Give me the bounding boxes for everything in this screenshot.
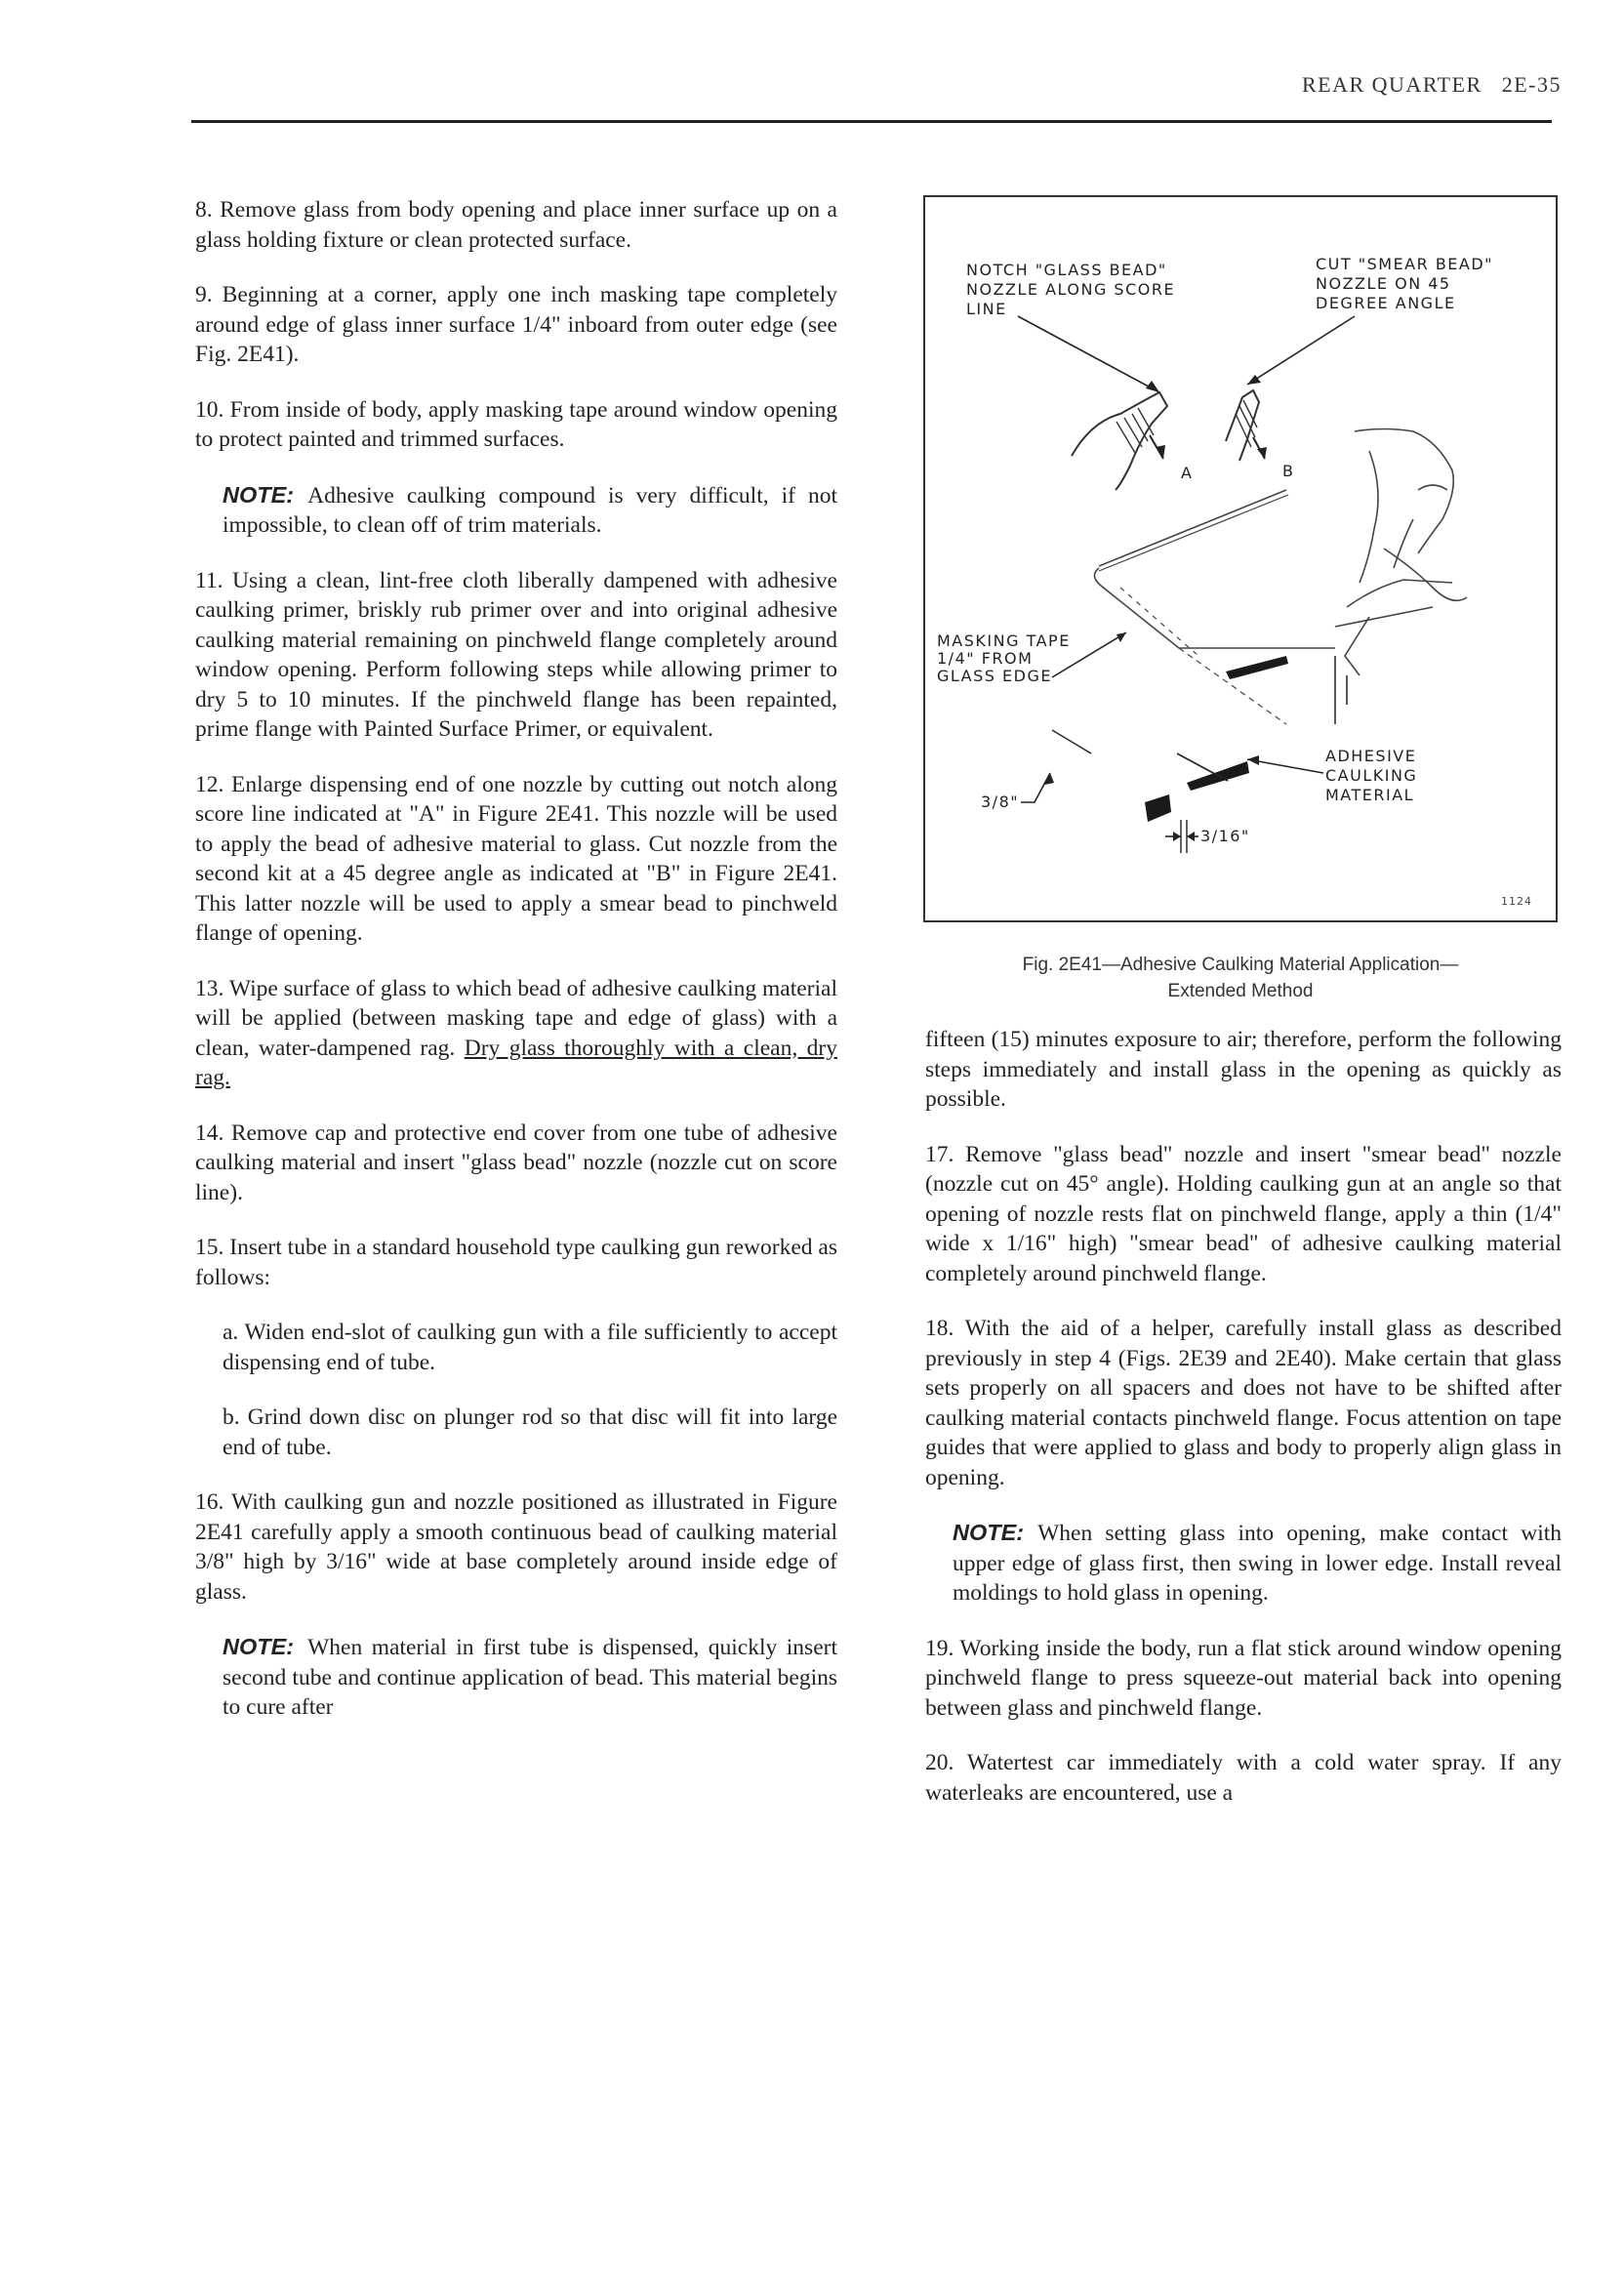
step-8: 8. Remove glass from body opening and place inner surface up on a glass holding fixture or clean protected surface. xyxy=(195,197,837,253)
step-14: 14. Remove cap and protective end cover from one tube of adhesive caulking material and insert "glass bead" nozzle (nozzle cut on score line). xyxy=(195,1120,837,1205)
label-tape-3: GLASS EDGE xyxy=(937,667,1052,685)
label-adhesive-2: CAULKING xyxy=(1325,766,1418,785)
note-label: NOTE: xyxy=(223,481,295,508)
caulking-gun-sketch xyxy=(1335,429,1467,676)
label-notch-2: NOZZLE ALONG SCORE xyxy=(966,280,1176,299)
step-17: 17. Remove "glass bead" nozzle and insert "smear bead" nozzle (nozzle cut on 45° angle). Holding caulking gun at an angle so that opening of nozzle rests flat on pinchweld flange, apply a thin (1/4" wide x 1/16" high) "smear bead" of adhesive caulking material completely around pinchweld flange. xyxy=(925,1141,1562,1286)
step-13-underlined: Dry glass thoroughly with a clean, dry rag. xyxy=(195,1035,837,1090)
note-label: NOTE: xyxy=(953,1520,1025,1545)
label-b: B xyxy=(1282,462,1295,480)
left-column xyxy=(195,195,837,1748)
figure-number: 1124 xyxy=(1501,895,1532,908)
label-3-16: 3/16" xyxy=(1200,827,1250,845)
step-13 xyxy=(195,974,837,1093)
step-20: 20. Watertest car immediately with a cold water spray. If any waterleaks are encountered, use a xyxy=(925,1750,1562,1806)
step-12: 12. Enlarge dispensing end of one nozzle by cutting out notch along score line indicated at "A" in Figure 2E41. This nozzle will be used to apply the bead of adhesive material to glass. Cut nozzle from the second kit at a 45 degree angle as indicated at "B" in Figure 2E41. This latter nozzle will be used to apply a smear bead to pinchweld flange of opening. xyxy=(195,771,837,946)
label-tape-1: MASKING TAPE xyxy=(937,631,1071,650)
step-15a: a. Widen end-slot of caulking gun with a file sufficiently to accept dispensing end of tube. xyxy=(223,1320,837,1375)
label-tape-2: 1/4" FROM xyxy=(937,649,1034,668)
figure-2e41 xyxy=(923,195,1558,922)
header-rule xyxy=(191,120,1552,123)
note-label: NOTE: xyxy=(223,1634,295,1659)
note-text: When material in first tube is dispensed, quickly insert second tube and continue application of bead. This material begins to cure after xyxy=(223,1635,837,1720)
bead-cross-section xyxy=(1145,794,1171,822)
right-column xyxy=(925,1025,1562,1833)
label-adhesive-1: ADHESIVE xyxy=(1325,747,1417,765)
note-text: When setting glass into opening, make contact with upper edge of glass first, then swing in lower edge. Install reveal moldings to hold glass in opening. xyxy=(953,1521,1562,1606)
step-10: 10. From inside of body, apply masking tape around window opening to protect painted and trimmed surfaces. xyxy=(195,396,837,452)
section-title: REAR QUARTER xyxy=(1301,72,1482,97)
step-19: 19. Working inside the body, run a flat stick around window opening pinchweld flange to press squeeze-out material back into opening between glass and pinchweld flange. xyxy=(925,1635,1562,1721)
page-number: 2E-35 xyxy=(1501,72,1562,97)
label-cut-3: DEGREE ANGLE xyxy=(1316,294,1456,312)
note-text: Adhesive caulking compound is very difficult, if not impossible, to clean off of trim materials. xyxy=(223,482,837,538)
label-adhesive-3: MATERIAL xyxy=(1325,786,1415,804)
label-cut-2: NOZZLE ON 45 xyxy=(1316,274,1451,293)
figure-caption xyxy=(923,952,1558,1004)
step-18: 18. With the aid of a helper, carefully install glass as described previously in step 4 (Figs. 2E39 and 2E40). Make certain that glass sets properly on all spacers and does not have to be shifted after caulking material contacts pinchweld flange. Focus attention on tape guides that were applied to glass and body to properly align glass in opening. xyxy=(925,1316,1562,1490)
step-16: 16. With caulking gun and nozzle positioned as illustrated in Figure 2E41 carefully apply a smooth continuous bead of caulking material 3/8" high by 3/16" wide at base completely around inside edge of glass. xyxy=(195,1489,837,1605)
note-3 xyxy=(925,1518,1562,1608)
continued-text: fifteen (15) minutes exposure to air; therefore, perform the following steps immediately and install glass in the opening as quickly as possible. xyxy=(925,1027,1562,1112)
step-15b: b. Grind down disc on plunger rod so that disc will fit into large end of tube. xyxy=(223,1405,837,1460)
nozzle-a-sketch xyxy=(1072,392,1167,490)
label-cut-1: CUT "SMEAR BEAD" xyxy=(1316,255,1494,273)
glass-bead-mark xyxy=(1226,656,1288,679)
step-11: 11. Using a clean, lint-free cloth liberally dampened with adhesive caulking primer, briskly rub primer over and into original adhesive caulking material remaining on pinchweld flange completely around window opening. Perform following steps while allowing primer to dry 5 to 10 minutes. If the pinchweld flange has been repainted, prime flange with Painted Surface Primer, or equivalent. xyxy=(195,567,837,742)
caption-line-2: Extended Method xyxy=(1167,981,1314,1001)
step-9: 9. Beginning at a corner, apply one inch masking tape completely around edge of glass inner surface 1/4" inboard from outer edge (see Fig. 2E41). xyxy=(195,282,837,367)
glass-panel-sketch xyxy=(1094,490,1347,724)
label-3-8: 3/8" xyxy=(981,793,1020,811)
figure-illustration xyxy=(925,197,1560,924)
label-a: A xyxy=(1181,464,1194,482)
label-notch-3: LINE xyxy=(966,300,1007,318)
label-notch-1: NOTCH "GLASS BEAD" xyxy=(966,261,1167,279)
note-2 xyxy=(195,1632,837,1723)
step-13-text: 13. Wipe surface of glass to which bead of adhesive caulking material will be applied (between masking tape and edge of glass) with a clean, water-dampened rag. xyxy=(195,975,837,1061)
step-15: 15. Insert tube in a standard household type caulking gun reworked as follows: xyxy=(195,1235,837,1290)
note-1 xyxy=(195,480,837,541)
caption-line-1: Fig. 2E41—Adhesive Caulking Material Application— xyxy=(1022,955,1459,975)
nozzle-b-sketch xyxy=(1226,390,1267,461)
page-header xyxy=(1302,72,1562,98)
